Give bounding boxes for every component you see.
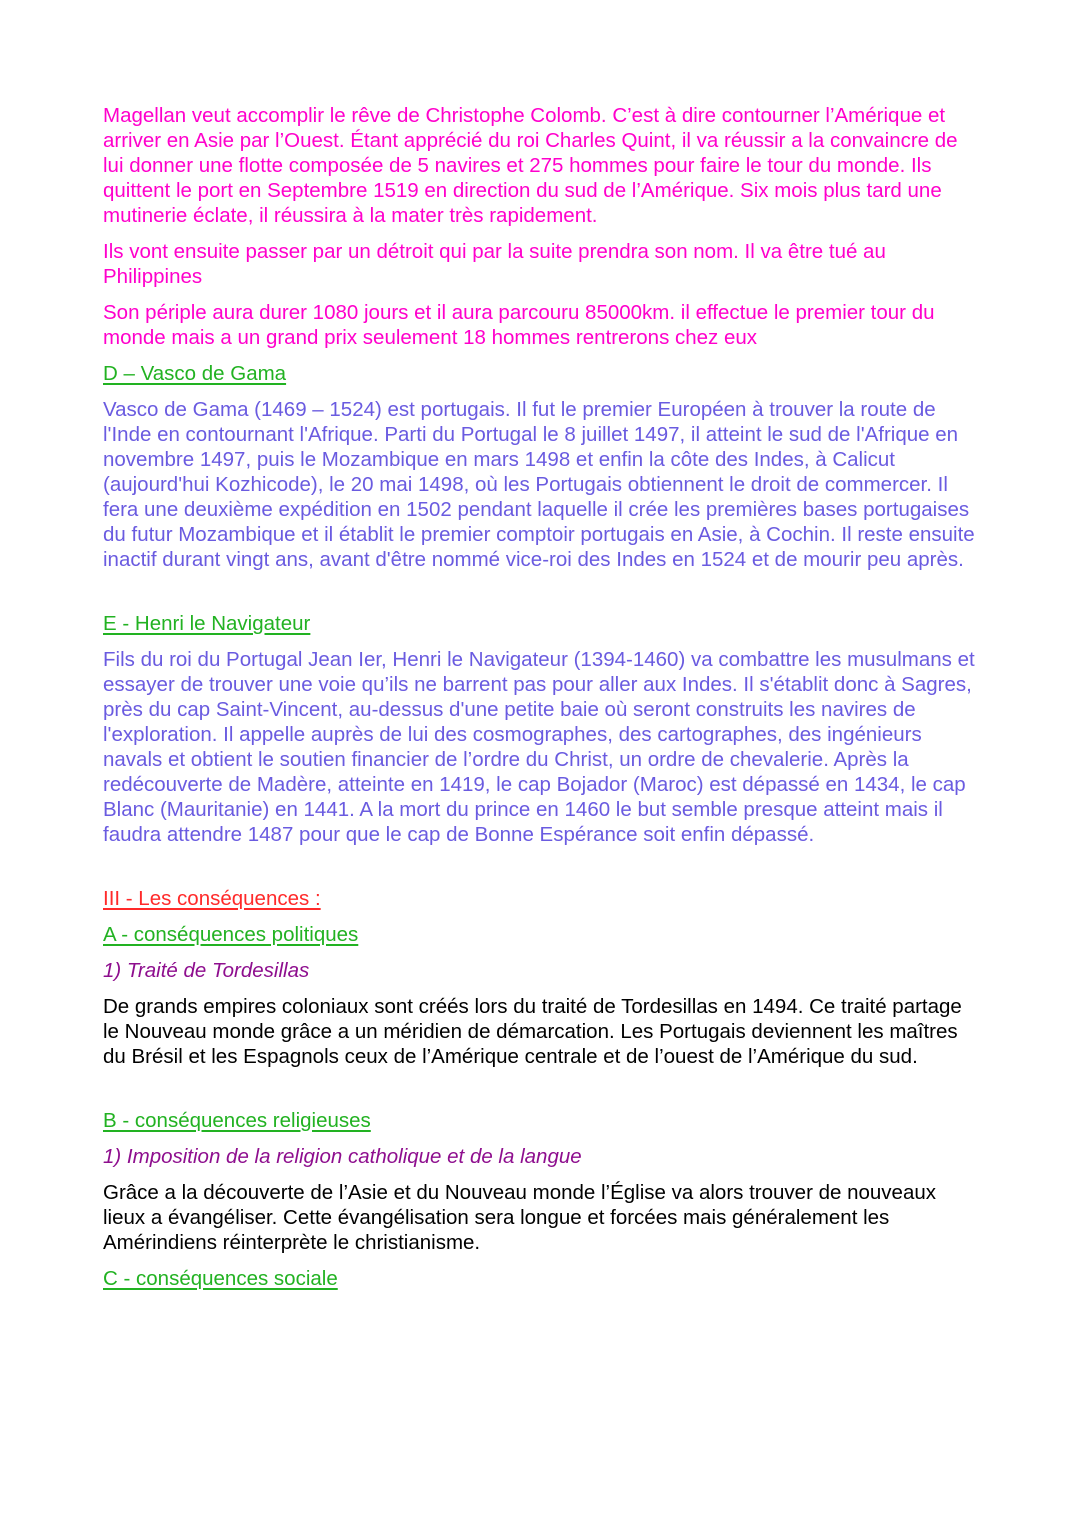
consequences-heading: III - Les conséquences :	[103, 887, 321, 910]
document-page	[103, 103, 983, 1302]
magellan-paragraph-1: Magellan veut accomplir le rêve de Christophe Colomb. C’est à dire contourner l’Amérique et arriver en Asie par l’Ouest. Étant apprécié du roi Charles Quint, il va réussir a la convaincre de lui donner une flotte composée de 5 navires et 275 hommes pour faire le tour du monde. Ils quittent le port en Septembre 1519 en direction du sud de l’Amérique. Six mois plus tard une mutinerie éclate, il réussira à la mater très rapidement.	[103, 104, 958, 227]
religion-text: Grâce a la découverte de l’Asie et du Nouveau monde l’Église va alors trouver de nouveaux lieux a évangéliser. Cette évangélisation sera longue et forcées mais généralement les Amérindiens réinterprète le christianisme.	[103, 1181, 937, 1254]
religious-consequences-heading: B - conséquences religieuses	[103, 1109, 371, 1132]
religion-language-subheading: 1) Imposition de la religion catholique et de la langue	[103, 1145, 582, 1168]
magellan-paragraph-2: Ils vont ensuite passer par un détroit qui par la suite prendra son nom. Il va être tué au Philippines	[103, 240, 886, 288]
political-consequences-heading: A - conséquences politiques	[103, 923, 359, 946]
tordesillas-text: De grands empires coloniaux sont créés lors du traité de Tordesillas en 1494. Ce traité partage le Nouveau monde grâce a un méridien de démarcation. Les Portugais deviennent les maîtres du Brésil et les Espagnols ceux de l’Amérique centrale et de l’ouest de l’Amérique du sud.	[103, 995, 962, 1068]
spacer	[103, 583, 983, 611]
henri-le-navigateur-heading: E - Henri le Navigateur	[103, 612, 311, 635]
spacer	[103, 1080, 983, 1108]
henri-le-navigateur-text: Fils du roi du Portugal Jean Ier, Henri le Navigateur (1394-1460) va combattre les musulmans et essayer de trouver une voie qu’ils ne barrent pas pour aller aux Indes. Il s'établit donc à Sagres, près du cap Saint-Vincent, au-dessus d'une petite baie où seront construits les navires de l'exploration. Il appelle auprès de lui des cosmographes, des cartographes, des ingénieurs navals et obtient le soutien financier de l’ordre du Christ, un ordre de chevalerie. Après la redécouverte de Madère, atteinte en 1419, le cap Bojador (Maroc) est dépassé en 1434, le cap Blanc (Mauritanie) en 1441. A la mort du prince en 1460 le but semble presque atteint mais il faudra attendre 1487 pour que le cap de Bonne Espérance soit enfin dépassé.	[103, 648, 975, 846]
tordesillas-subheading: 1) Traité de Tordesillas	[103, 959, 310, 982]
vasco-de-gama-text: Vasco de Gama (1469 – 1524) est portugais. Il fut le premier Européen à trouver la route de l'Inde en contournant l'Afrique. Parti du Portugal le 8 juillet 1497, il atteint le sud de l'Afrique en novembre 1497, puis le Mozambique en mars 1498 et enfin la côte des Indes, à Calicut (aujourd'hui Kozhicode), le 20 mai 1498, où les Portugais obtiennent le droit de commercer. Il fera une deuxième expédition en 1502 pendant laquelle il crée les premières bases portugaises du futur Mozambique et il établit le premier comptoir portugais en Asie, à Cochin. Il reste ensuite inactif durant vingt ans, avant d'être nommé vice-roi des Indes en 1524 et de mourir peu après.	[103, 398, 975, 571]
magellan-paragraph-3: Son périple aura durer 1080 jours et il aura parcouru 85000km. il effectue le premier tour du monde mais a un grand prix seulement 18 hommes rentrerons chez eux	[103, 301, 935, 349]
spacer	[103, 858, 983, 886]
vasco-de-gama-heading: D – Vasco de Gama	[103, 362, 287, 385]
social-consequences-heading: C - conséquences sociale	[103, 1267, 338, 1290]
